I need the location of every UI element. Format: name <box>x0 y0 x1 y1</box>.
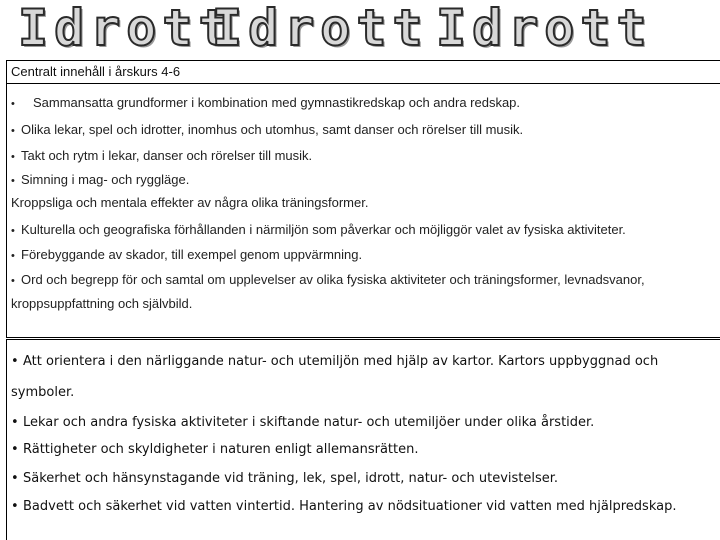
bullet: • <box>11 471 19 486</box>
title-wordart-2: Idrott <box>212 0 429 57</box>
bullet: • <box>11 98 15 110</box>
title-wordart-row <box>0 0 720 60</box>
list-item: • Kulturella och geografiska förhållanden i närmiljön som påverkar och möjliggör valet av fysiska aktiviteter. <box>11 222 626 237</box>
table-header: Centralt innehåll i årskurs 4-6 <box>7 61 720 84</box>
list-item-continuation: kroppsuppfattning och självbild. <box>11 296 193 311</box>
list-item: • Olika lekar, spel och idrotter, inomhus och utomhus, samt danser och rörelser till musik. <box>11 122 524 137</box>
core-content-table <box>6 60 720 338</box>
list-item: Kroppsliga och mentala effekter av några olika träningsformer. <box>11 195 369 210</box>
title-wordart-1: Idrott <box>18 0 235 57</box>
list-item: • Simning i mag- och ryggläge. <box>11 172 190 187</box>
title-wordart-3: Idrott <box>436 0 653 57</box>
bullet: • <box>11 125 15 137</box>
bullet: • <box>11 250 15 262</box>
list-item: • Badvett och säkerhet vid vatten vintertid. Hantering av nödsituationer vid vatten med hjälpredskap. <box>11 499 677 514</box>
bullet: • <box>11 275 15 287</box>
bullet: • <box>11 442 19 457</box>
list-item: • Sammansatta grundformer i kombination med gymnastikredskap och andra redskap. <box>11 95 521 110</box>
list-item: • Takt och rytm i lekar, danser och rörelser till musik. <box>11 148 313 163</box>
list-item: • Rättigheter och skyldigheter i naturen enligt allemansrätten. <box>11 442 419 457</box>
list-item: • Säkerhet och hänsynstagande vid träning, lek, spel, idrott, natur- och utevistelser. <box>11 471 559 486</box>
bullet: • <box>11 499 19 514</box>
bullet: • <box>11 225 15 237</box>
list-item: • Lekar och andra fysiska aktiviteter i skiftande natur- och utemiljöer under olika årstider. <box>11 415 595 430</box>
list-item: • Ord och begrepp för och samtal om upplevelser av olika fysiska aktiviteter och träningsformer, levnadsvanor, <box>11 272 645 287</box>
bullet: • <box>11 151 15 163</box>
bullet: • <box>11 175 15 187</box>
list-item: • Att orientera i den närliggande natur- och utemiljön med hjälp av kartor. Kartors uppbyggnad och <box>11 354 659 369</box>
bullet: • <box>11 415 19 430</box>
list-item-continuation: symboler. <box>11 385 75 400</box>
outdoor-content-table <box>6 339 720 540</box>
list-item: • Förebyggande av skador, till exempel genom uppvärmning. <box>11 247 363 262</box>
bullet: • <box>11 354 19 369</box>
